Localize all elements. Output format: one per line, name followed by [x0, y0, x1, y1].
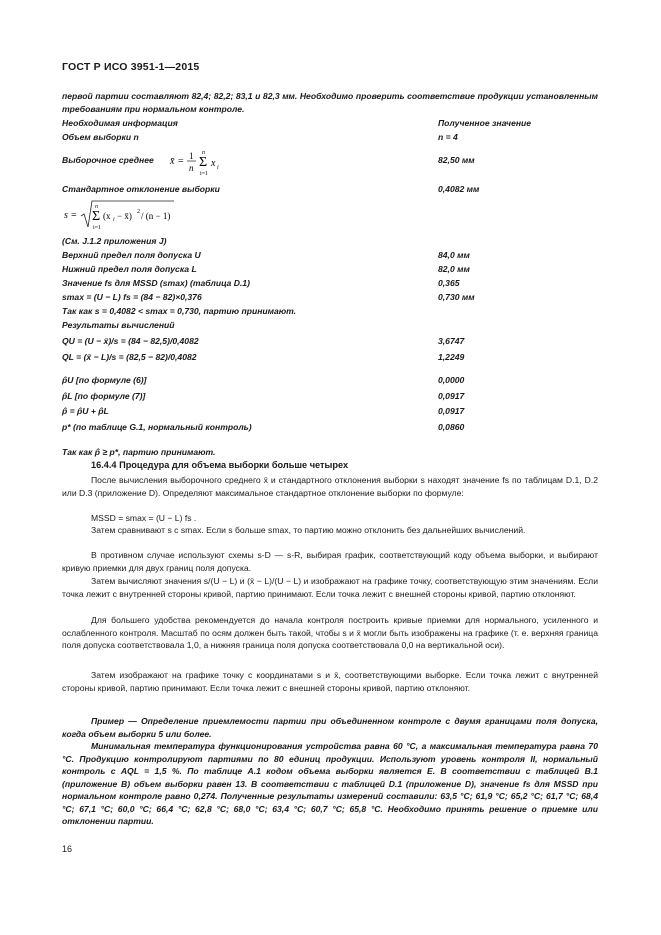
row-label: p̂L [по формуле (7)] [62, 391, 146, 401]
table-row [62, 352, 598, 362]
svg-text:/ (n − 1): / (n − 1) [141, 211, 171, 221]
page-number: 16 [62, 844, 73, 854]
table-row [62, 391, 598, 401]
table-row [62, 375, 598, 385]
svg-text:=: = [71, 210, 77, 221]
row-value: n = 4 [438, 132, 458, 142]
row-label: QU = (U − x̄)/s = (84 − 82,5)/0,4082 [62, 336, 199, 346]
svg-text:(x: (x [103, 211, 111, 221]
table-row [62, 306, 598, 316]
svg-text:i=1: i=1 [93, 225, 102, 231]
svg-text:i=1: i=1 [200, 171, 209, 177]
table-row [62, 155, 598, 165]
table-row [62, 184, 598, 194]
table-row [62, 132, 598, 142]
row-label: p* (по таблице G.1, нормальный контроль) [62, 422, 252, 432]
col-right-header: Полученное значение [438, 118, 532, 128]
row-value: 0,0917 [438, 406, 465, 416]
row-label: p̂ = p̂U + p̂L [62, 406, 109, 416]
svg-text:x̄: x̄ [170, 156, 175, 167]
row-label: Так как s = 0,4082 < smax = 0,730, партию принимают. [62, 306, 297, 316]
body-paragraph: В противном случае используют схемы s-D — s-R, выбирая график, соответствующий коду объема выборки, и выбирают кривую приемки для двух границ поля допуска. [62, 550, 598, 573]
table-row [62, 250, 598, 260]
table-header [62, 118, 598, 128]
row-label: Значение fs для MSSD (smax) (таблица D.1) [62, 278, 250, 288]
table-row [62, 320, 598, 330]
example-text: Минимальная температура функционирования устройства равна 60 °C, а максимальная температура равна 70 °C. Продукцию контролируют партиями по 80 единиц продукции. Используют уровень контроля II, нормальный контроль с AQL = 1,5 %. По таблице A.1 кодом объема выборки является E. В соответствии с таблицей B.1 (приложение B) объем выборки равен 13. В соответствии с таблицей D.1 (приложение D), значение fs для MSSD при нормальном контроле равно 0,274. Полученные результаты измерений составили: 63,5 °C; 61,9 °C; 65,2 °C; 61,7 °C; 68,4 °C; 67,1 °C; 60,0 °C; 66,4 °C; 62,8 °C; 68,0 °C; 63,4 °C; 60,7 °C; 65,8 °C. Необходимо принять решение о приемке или отклонении партии. [62, 741, 598, 826]
std-formula [62, 198, 182, 232]
row-label: Нижний предел поля допуска L [62, 264, 197, 274]
svg-text:i: i [217, 165, 219, 171]
svg-text:n: n [95, 204, 98, 210]
svg-text:=: = [178, 156, 184, 167]
body-paragraph: Затем изображают на графике точку с координатами s и x̄, соответствующими выборке. Если точка лежит с внутренней стороны кривой, партию принимают. Если точка лежит с внешней стороны кривой, партию отклоняют. [62, 670, 598, 693]
row-value: 0,0860 [438, 422, 465, 432]
row-value: 82,0 мм [438, 264, 470, 274]
page-header: ГОСТ Р ИСО 3951-1—2015 [62, 61, 200, 73]
conclusion: Так как p̂ ≥ p*, партию принимают. [62, 447, 216, 457]
body-paragraph: Затем вычисляют значения s/(U − L) и (x̄ − L)/(U − L) и изображают на графике точку, соответствующую этим значениям. Если точка лежит с внутренней стороны кривой, партию принимают. Если точка лежит с внешней стороны кривой, партию отклоняют. [62, 576, 598, 599]
svg-text:Σ: Σ [199, 155, 208, 170]
table-row [62, 236, 598, 246]
row-value: 0,4082 мм [438, 184, 480, 194]
row-value: 84,0 мм [438, 250, 470, 260]
table-row [62, 406, 598, 416]
svg-text:− x̄): − x̄) [117, 211, 132, 221]
row-value: 82,50 мм [438, 155, 475, 165]
table-row [62, 292, 598, 302]
row-value: 0,0000 [438, 375, 465, 385]
svg-text:n: n [202, 150, 205, 156]
row-value: 3,6747 [438, 336, 465, 346]
row-label: Верхний предел поля допуска U [62, 250, 201, 260]
svg-text:i: i [113, 217, 115, 223]
intro-paragraph: первой партии составляют 82,4; 82,2; 83,1 и 82,3 мм. Необходимо проверить соответствие продукции установленным требованиям при нормальном контроле. [62, 91, 598, 114]
svg-text:1: 1 [189, 151, 194, 161]
row-label: smax = (U − L) fs = (84 − 82)×0,376 [62, 292, 202, 302]
mssd-formula: MSSD = smax = (U − L) fs . [91, 513, 197, 523]
svg-text:n: n [189, 163, 194, 173]
svg-text:s: s [64, 210, 68, 221]
row-label: Объем выборки n [62, 132, 139, 142]
body-paragraph: Затем сравнивают s с smax. Если s больше smax, то партию можно отклонить без дальнейших вычислений. [91, 525, 526, 535]
row-value: 0,730 мм [438, 292, 475, 302]
col-left-header: Необходимая информация [62, 118, 178, 128]
row-label: (См. J.1.2 приложения J) [62, 236, 167, 246]
table-row [62, 422, 598, 432]
row-label: QL = (x̄ − L)/s = (82,5 − 82)/0,4082 [62, 352, 197, 362]
row-label: p̂U [по формуле (6)] [62, 375, 147, 385]
row-label: Стандартное отклонение выборки [62, 184, 220, 194]
example-heading: Пример — Определение приемлемости партии при объединенном контроле с двумя границами поля допуска, когда объем выборки 5 или более. [62, 716, 598, 739]
body-paragraph: Для большего удобства рекомендуется до начала контроля построить кривые приемки для нормального, усиленного и ослабленного контроля. Масштаб по осям должен быть такой, чтобы s и x̄ могли быть изображены на графике (т. е. верхняя граница поля допуска соответствовала 1,0, а нижняя граница поля допуска соответствовала 0,0 на вертикальной оси). [62, 615, 598, 650]
row-value: 0,365 [438, 278, 460, 288]
row-value: 1,2249 [438, 352, 465, 362]
body-paragraph: После вычисления выборочного среднего x̄ и стандартного отклонения выборки s находят значение fs по таблицам D.1, D.2 или D.3 (приложение D). Определяют максимальное стандартное отклонение выборки по формуле: [62, 475, 598, 498]
section-title: 16.4.4 Процедура для объема выборки больше четырех [91, 460, 349, 470]
row-value: 0,0917 [438, 391, 465, 401]
svg-text:Σ: Σ [92, 209, 101, 224]
mean-formula [168, 145, 228, 177]
table-row [62, 336, 598, 346]
svg-text:2: 2 [137, 209, 140, 215]
table-row [62, 264, 598, 274]
svg-text:x: x [211, 158, 216, 169]
row-label: Результаты вычислений [62, 320, 175, 330]
row-label: Выборочное среднее [62, 155, 154, 165]
table-row [62, 278, 598, 288]
